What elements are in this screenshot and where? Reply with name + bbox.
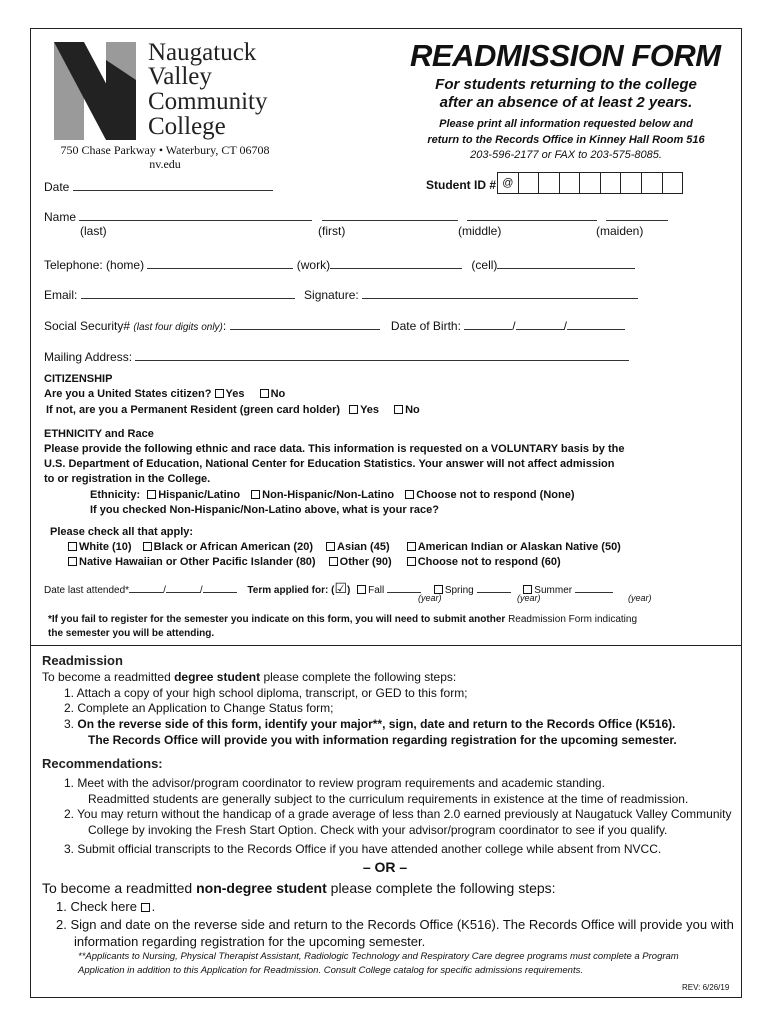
- readmission-step-3-cont: The Records Office will provide you with information regarding registration for the upcoming semester.: [88, 733, 677, 747]
- name-first-caption: (first): [318, 224, 346, 238]
- term-applied-label: Term applied for: (: [247, 585, 335, 596]
- resident-yes-label: Yes: [360, 404, 380, 416]
- nondegree-step-2: 2. Sign and date on the reverse side and return to the Records Office (K516). The Records Office will provide you with: [56, 917, 734, 932]
- telephone-cell-label: (cell): [471, 258, 498, 272]
- readmission-intro-post: please complete the following steps:: [263, 670, 457, 684]
- revision-date: REV: 6/26/19: [682, 983, 730, 992]
- form-subtitle-1: For students returning to the college: [435, 76, 697, 93]
- ethnicity-p3: to or registration in the College.: [44, 473, 211, 485]
- email-label: Email:: [44, 288, 78, 302]
- ssn-note: (last four digits only): [133, 322, 223, 333]
- date-label: Date: [44, 180, 70, 194]
- race-american-indian-checkbox[interactable]: [407, 542, 416, 551]
- race-row-1: [68, 541, 621, 553]
- race-white-label: White (10): [79, 541, 132, 553]
- section-divider: [31, 645, 741, 646]
- term-note-text: *If you fail to register for the semester you indicate on this form, you will need to submit: [48, 614, 466, 625]
- race-white-checkbox[interactable]: [68, 542, 77, 551]
- spring-label: Spring: [444, 585, 474, 596]
- fall-checkbox[interactable]: [357, 585, 366, 594]
- nondegree-intro-pre: To become a readmitted: [42, 880, 193, 896]
- term-close-paren: ): [347, 585, 351, 596]
- recommendation-2-cont: College by invoking the Fresh Start Option. Check with your advisor/program coordinator to see if you qualify.: [88, 823, 668, 837]
- name-label: Name: [44, 210, 77, 224]
- hispanic-checkbox[interactable]: [147, 490, 156, 499]
- readmission-step-3: [64, 717, 675, 731]
- term-note-2: the semester you will be attending.: [48, 628, 215, 639]
- form-subtitle-2: after an absence of at least 2 years.: [439, 94, 693, 111]
- race-row-2: [68, 556, 561, 568]
- ssn-colon: :: [222, 319, 227, 333]
- form-instructions-1: Please print all information requested below and: [439, 118, 693, 130]
- ethnicity-label: Ethnicity:: [90, 489, 141, 501]
- check-all-label: Please check all that apply:: [50, 526, 194, 538]
- form-title: READMISSION FORM: [410, 38, 721, 73]
- college-name-1: Naugatuck: [148, 39, 257, 66]
- form-phone: 203-596-2177 or FAX to 203-575-8085.: [470, 149, 662, 161]
- citizenship-heading: CITIZENSHIP: [44, 373, 113, 385]
- fall-label: Fall: [368, 585, 385, 596]
- race-other-label: Other (90): [339, 556, 392, 568]
- signature-label: Signature:: [304, 288, 359, 302]
- name-last-caption: (last): [80, 224, 107, 238]
- recommendation-1-cont: Readmitted students are generally subject to the curriculum requirements in existence at the time of readmission.: [88, 792, 689, 806]
- form-instructions-2: return to the Records Office in Kinney Hall Room 516: [427, 134, 705, 146]
- term-note-1: [48, 614, 637, 625]
- citizenship-q1: [44, 388, 285, 400]
- ssn-label: Social Security#: [44, 319, 131, 333]
- race-american-indian-label: American Indian or Alaskan Native (50): [417, 541, 621, 553]
- name-field[interactable]: [44, 208, 668, 224]
- recommendation-3: 3. Submit official transcripts to the Records Office if you have attended another college while absent from NVCC.: [64, 842, 662, 856]
- readmission-intro-bold: degree student: [174, 670, 261, 684]
- program-footnote-1: **Applicants to Nursing, Physical Therapist Assistant, Radiologic Technology and Respiratory Care degree programs must complete a Program: [78, 951, 679, 962]
- telephone-work-label: (work): [296, 258, 331, 272]
- nondegree-intro-bold: non-degree student: [196, 880, 327, 896]
- readmission-intro: [42, 670, 456, 684]
- race-asian-checkbox[interactable]: [326, 542, 335, 551]
- non-hispanic-checkbox[interactable]: [251, 490, 260, 499]
- date-field[interactable]: [44, 178, 273, 194]
- ethnicity-p1: Please provide the following ethnic and race data. This information is requested on a VOLUNTARY basis by the: [44, 443, 625, 455]
- race-other-checkbox[interactable]: [329, 557, 338, 566]
- student-id-label: Student ID #: [426, 178, 497, 192]
- or-divider: – OR –: [362, 859, 408, 875]
- college-website: nv.edu: [149, 157, 181, 171]
- ssn-dob-row[interactable]: Social Security# (last four digits only): Date of Birth: / /: [44, 317, 625, 333]
- citizen-no-label: No: [270, 388, 286, 400]
- college-address: 750 Chase Parkway • Waterbury, CT 06708: [60, 143, 270, 157]
- telephone-field[interactable]: [44, 256, 635, 272]
- race-none-label: Choose not to respond (60): [417, 556, 561, 568]
- student-id-prefix: @: [498, 173, 519, 193]
- citizen-yes-label: Yes: [225, 388, 245, 400]
- nondegree-step-1: [56, 899, 155, 914]
- citizenship-q1-text: Are you a United States citizen?: [44, 388, 212, 400]
- resident-no-checkbox[interactable]: [394, 405, 403, 414]
- race-question: If you checked Non-Hispanic/Non-Latino above, what is your race?: [90, 504, 440, 516]
- term-row[interactable]: Date last attended* / / Term applied for: (☑) Fall Spring Summer: [44, 580, 613, 597]
- email-signature-row[interactable]: [44, 286, 638, 302]
- citizen-yes-checkbox[interactable]: [215, 389, 224, 398]
- spring-year-caption: (year): [517, 593, 541, 603]
- race-hawaiian-label: Native Hawaiian or Other Pacific Islander (80): [79, 556, 316, 568]
- program-footnote-2: Application in addition to this Application for Readmission. Consult College catalog for specific admissions requirements.: [78, 965, 583, 976]
- resident-yes-checkbox[interactable]: [349, 405, 358, 414]
- race-black-label: Black or African American (20): [153, 541, 313, 553]
- readmission-step-1: 1. Attach a copy of your high school diploma, transcript, or GED to this form;: [64, 686, 468, 700]
- fall-year-caption: (year): [418, 593, 442, 603]
- citizenship-q2: [46, 404, 420, 416]
- non-hispanic-label: Non-Hispanic/Non-Latino: [262, 489, 395, 501]
- summer-year-caption: (year): [628, 593, 652, 603]
- nondegree-checkbox[interactable]: [141, 903, 150, 912]
- summer-label: Summer: [534, 585, 573, 596]
- nondegree-step-1-text: 1. Check here: [56, 899, 137, 914]
- mailing-address-field[interactable]: [44, 348, 629, 364]
- readmission-intro-pre: To become a readmitted: [42, 670, 171, 684]
- mailing-label: Mailing Address:: [44, 350, 133, 364]
- term-check-icon[interactable]: ☑: [334, 580, 348, 596]
- telephone-home-label: Telephone: (home): [44, 258, 145, 272]
- ethnicity-options: [90, 489, 574, 501]
- term-note-bold: another: [468, 614, 506, 625]
- nondegree-step-1-end: .: [151, 899, 156, 914]
- hispanic-label: Hispanic/Latino: [158, 489, 241, 501]
- ethnicity-p2: U.S. Department of Education, National Center for Education Statistics. Your answer will not affect admission: [44, 458, 615, 470]
- ethnicity-heading: ETHNICITY and Race: [44, 428, 154, 440]
- dob-label: Date of Birth:: [390, 319, 461, 333]
- race-black-checkbox[interactable]: [143, 542, 152, 551]
- resident-no-label: No: [405, 404, 420, 416]
- readmission-step-3-text: On the reverse side of this form, identify your major**, sign, date and return to the Records Office (K516).: [77, 717, 676, 731]
- citizenship-q2-text: If not, are you a Permanent Resident (green card holder): [46, 404, 341, 416]
- college-logo-icon: [44, 40, 144, 140]
- race-none-checkbox[interactable]: [407, 557, 416, 566]
- ethnicity-none-label: Choose not to respond (None): [416, 489, 575, 501]
- college-name-4: College: [148, 113, 226, 140]
- citizen-no-checkbox[interactable]: [260, 389, 269, 398]
- recommendation-1: 1. Meet with the advisor/program coordinator to review program requirements and academic standing.: [64, 776, 605, 790]
- name-middle-caption: (middle): [458, 224, 502, 238]
- readmission-step-2: 2. Complete an Application to Change Status form;: [64, 701, 334, 715]
- readmission-step-3-num: 3.: [64, 717, 75, 731]
- nondegree-intro-post: please complete the following steps:: [330, 880, 556, 896]
- race-hawaiian-checkbox[interactable]: [68, 557, 77, 566]
- ethnicity-none-checkbox[interactable]: [405, 490, 414, 499]
- race-asian-label: Asian (45): [337, 541, 390, 553]
- nondegree-step-2-cont: information regarding registration for the upcoming semester.: [74, 934, 426, 949]
- readmission-heading: Readmission: [42, 653, 123, 668]
- student-id-input[interactable]: [497, 172, 683, 194]
- date-last-attended-label: Date last attended*: [44, 585, 130, 596]
- name-maiden-caption: (maiden): [596, 224, 644, 238]
- recommendation-2: 2. You may return without the handicap of a grade average of less than 2.0 earned previously at Naugatuck Valley Community: [64, 807, 732, 821]
- college-name-3: Community: [148, 88, 268, 115]
- nondegree-intro: [42, 880, 556, 896]
- recommendations-heading: Recommendations:: [42, 756, 163, 771]
- term-note-text-2: Readmission Form indicating: [508, 614, 638, 625]
- college-name-2: Valley: [148, 63, 212, 90]
